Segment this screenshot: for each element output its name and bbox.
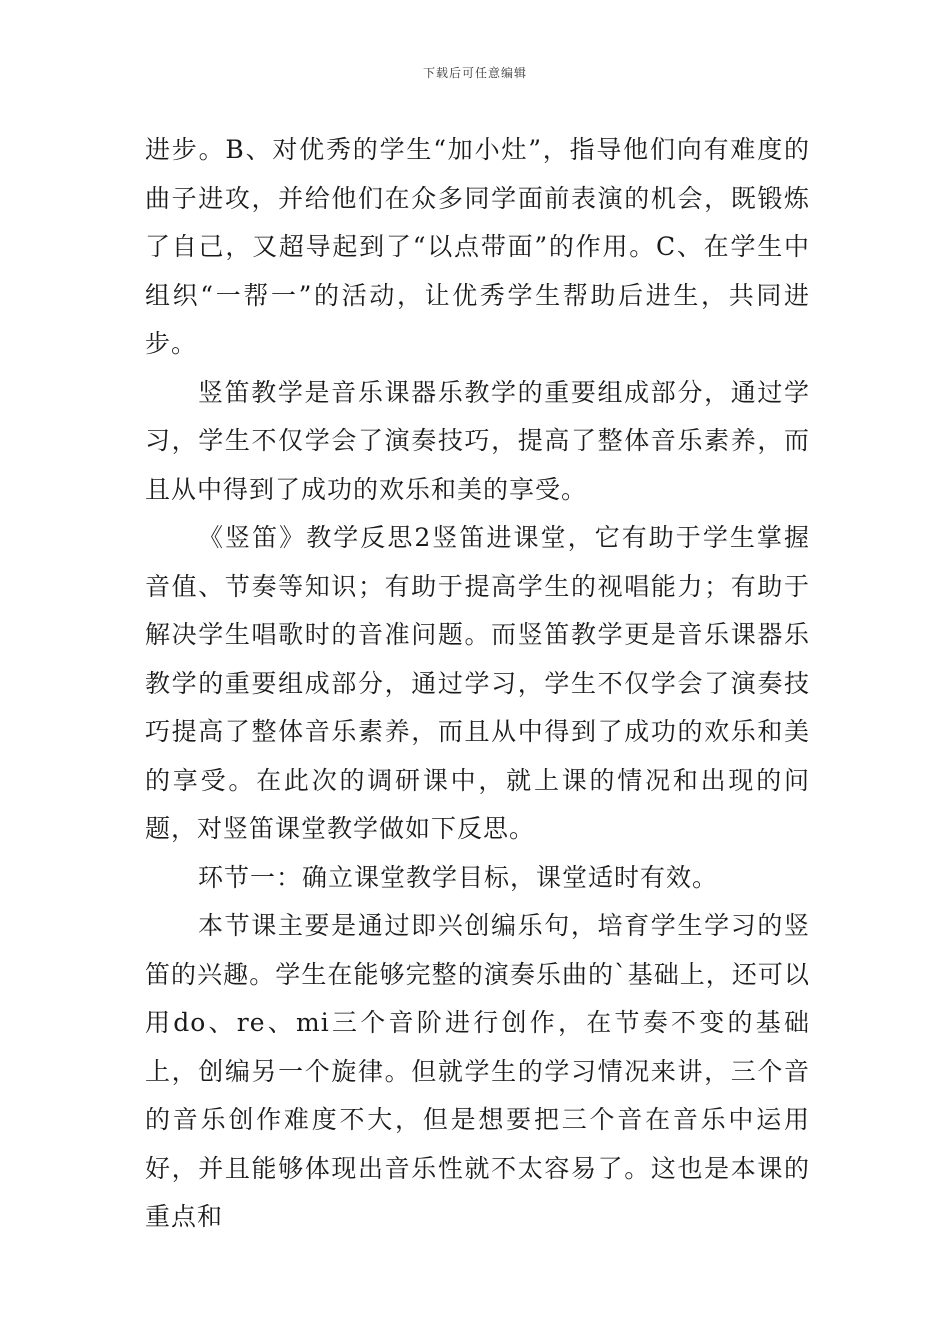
paragraph-reflection-2: 《竖笛》教学反思2竖笛进课堂，它有助于学生掌握音值、节奏等知识；有助于提高学生的视唱能力；有助于解决学生唱歌时的音准问题。而竖笛教学更是音乐课器乐教学的重要组成部分，通过学习，学生不仅学会了演奏技巧提高了整体音乐素养，而且从中得到了成功的欢乐和美的享受。在此次的调研课中，就上课的情况和出现的问题，对竖笛课堂教学做如下反思。 bbox=[145, 523, 810, 843]
paragraph-summary: 竖笛教学是音乐课器乐教学的重要组成部分，通过学习，学生不仅学会了演奏技巧，提高了整体音乐素养，而且从中得到了成功的欢乐和美的享受。 bbox=[145, 377, 810, 504]
paragraph-section-heading: 环节一：确立课堂教学目标，课堂适时有效。 bbox=[198, 862, 719, 892]
paragraph-continuation: 进步。B、对优秀的学生“加小灶”，指导他们向有难度的曲子进攻，并给他们在众多同学面前表演的机会，既锻炼了自己，又超导起到了“以点带面”的作用。C、在学生中组织“一帮一”的活动，让优秀学生帮助后进生，共同进步。 bbox=[145, 135, 810, 358]
paragraph-lesson-detail: 本节课主要是通过即兴创编乐句，培育学生学习的竖笛的兴趣。学生在能够完整的演奏乐曲的`基础上，还可以用do、re、mi三个音阶进行创作，在节奏不变的基础上，创编另一个旋律。但就学生的学习情况来讲，三个音的音乐创作难度不大，但是想要把三个音在音乐中运用好，并且能够体现出音乐性就不太容易了。这也是本课的重点和 bbox=[145, 911, 810, 1231]
page-header-note: 下载后可任意编辑 bbox=[422, 66, 527, 80]
document-body bbox=[145, 126, 810, 1242]
